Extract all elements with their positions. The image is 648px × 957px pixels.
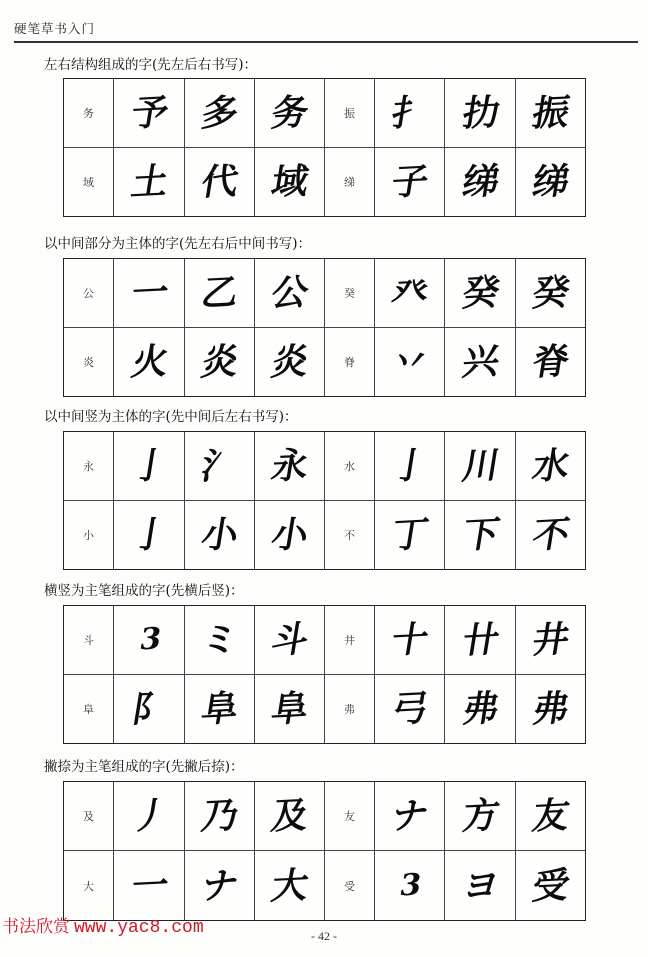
section-heading-horizontal-vertical: 横竖为主笔组成的字(先横后竖)： — [44, 583, 244, 599]
step-cell — [375, 851, 445, 920]
step-cell — [516, 432, 585, 501]
step-cell — [185, 79, 255, 148]
cursive-step: 亅 — [388, 443, 431, 488]
char-label — [64, 606, 114, 675]
watermark-url: www.yac8.com — [74, 918, 204, 938]
char-label — [64, 432, 114, 501]
cursive-step: 丁 — [388, 512, 431, 557]
cursive-step: 绨 — [529, 159, 572, 204]
cursive-step: 丷 — [388, 339, 431, 384]
cursive-step: 乃 — [198, 794, 241, 838]
cursive-step: 代 — [198, 159, 241, 204]
step-cell — [114, 432, 185, 501]
step-cell — [445, 148, 516, 217]
char-label — [325, 328, 375, 397]
step-cell — [375, 79, 445, 148]
cursive-step: 亅 — [128, 443, 170, 488]
step-cell — [445, 259, 516, 328]
step-cell — [255, 501, 325, 570]
step-cell — [445, 851, 516, 920]
char-label — [325, 675, 375, 744]
char-label — [64, 675, 114, 744]
char-label — [325, 259, 375, 328]
cursive-step: 小 — [268, 512, 311, 557]
cursive-step: 脊 — [529, 339, 572, 384]
cursive-step: 水 — [529, 443, 572, 488]
label-text: 弗 — [344, 702, 355, 716]
step-cell — [445, 782, 516, 851]
step-cell — [516, 148, 585, 217]
label-text: 大 — [83, 879, 94, 893]
cursive-step: 3 — [136, 621, 162, 658]
cursive-step: 亅 — [128, 512, 170, 557]
cursive-step: 弗 — [529, 686, 572, 731]
page-number: - 42 - — [311, 929, 337, 943]
step-cell — [375, 259, 445, 328]
char-label — [64, 782, 114, 851]
step-cell — [255, 782, 325, 851]
step-cell — [114, 259, 185, 328]
cursive-step: 斗 — [268, 617, 311, 662]
label-text: 炎 — [83, 355, 94, 369]
cursive-step: 火 — [128, 339, 170, 384]
label-text: 公 — [83, 286, 94, 300]
cursive-step: 域 — [268, 159, 311, 204]
step-cell — [516, 606, 585, 675]
step-cell — [185, 851, 255, 920]
label-text: 脊 — [344, 355, 355, 369]
step-cell — [445, 79, 516, 148]
cursive-step: ナ — [388, 794, 431, 838]
cursive-step: 癶 — [388, 270, 431, 315]
cursive-step: 阜 — [268, 686, 311, 731]
step-cell — [255, 675, 325, 744]
step-cell — [185, 432, 255, 501]
cursive-step: 小 — [198, 512, 241, 557]
cursive-step: 卄 — [459, 617, 501, 662]
section-heading-middle-vertical: 以中间竖为主体的字(先中间后左右书写)： — [44, 409, 298, 425]
cursive-step: 癸 — [459, 270, 501, 315]
step-cell — [114, 675, 185, 744]
watermark-text: 书法欣赏 — [2, 917, 70, 937]
char-label — [64, 851, 114, 920]
cursive-step: 大 — [268, 863, 311, 908]
step-cell — [516, 851, 585, 920]
step-cell — [185, 675, 255, 744]
cursive-step: 方 — [459, 794, 501, 838]
step-cell — [445, 501, 516, 570]
step-cell — [185, 328, 255, 397]
cursive-step: 一 — [128, 863, 170, 908]
cursive-step: 及 — [268, 794, 311, 838]
step-cell — [114, 606, 185, 675]
stroke-order-table-middle-main — [63, 258, 586, 397]
stroke-order-table-middle-vertical — [63, 431, 586, 570]
label-text: 斗 — [83, 633, 94, 647]
cursive-step: 十 — [388, 617, 431, 662]
char-label — [325, 851, 375, 920]
cursive-step: 兴 — [459, 339, 501, 384]
cursive-step: 弓 — [388, 686, 431, 731]
step-cell — [445, 328, 516, 397]
cursive-step: 友 — [529, 794, 572, 838]
step-cell — [516, 675, 585, 744]
cursive-step: 公 — [268, 270, 311, 315]
step-cell — [185, 782, 255, 851]
char-label — [325, 606, 375, 675]
cursive-step: 氵 — [198, 443, 241, 488]
label-text: 域 — [83, 175, 94, 189]
char-label — [64, 79, 114, 148]
step-cell — [445, 675, 516, 744]
cursive-step: ヨ — [459, 863, 501, 908]
char-label — [64, 328, 114, 397]
label-text: 小 — [83, 528, 94, 542]
label-text: 及 — [83, 810, 94, 823]
char-label — [325, 432, 375, 501]
cursive-step: 阝 — [128, 686, 170, 731]
cursive-step: 弗 — [459, 686, 501, 731]
cursive-step: 受 — [529, 863, 572, 908]
cursive-step: 癸 — [529, 270, 572, 315]
cursive-step: 不 — [529, 512, 572, 557]
step-cell — [114, 148, 185, 217]
step-cell — [375, 606, 445, 675]
cursive-step: 丿 — [128, 794, 170, 838]
step-cell — [255, 259, 325, 328]
label-text: 绨 — [344, 175, 355, 189]
char-label — [325, 79, 375, 148]
step-cell — [114, 782, 185, 851]
section-heading-left-right: 左右结构组成的字(先左后右书写)： — [44, 57, 258, 73]
step-cell — [114, 851, 185, 920]
cursive-step: 阜 — [198, 686, 241, 731]
step-cell — [114, 79, 185, 148]
label-text: 永 — [83, 459, 94, 473]
step-cell — [375, 501, 445, 570]
label-text: 井 — [344, 633, 355, 647]
step-cell — [516, 259, 585, 328]
step-cell — [255, 79, 325, 148]
cursive-step: 扐 — [459, 90, 501, 135]
stroke-order-table-left-right-falling — [63, 781, 586, 921]
step-cell — [185, 259, 255, 328]
step-cell — [516, 328, 585, 397]
step-cell — [375, 432, 445, 501]
step-cell — [185, 501, 255, 570]
cursive-step: 川 — [459, 443, 501, 488]
char-label — [325, 782, 375, 851]
step-cell — [516, 79, 585, 148]
step-cell — [255, 432, 325, 501]
step-cell — [445, 606, 516, 675]
cursive-step: 井 — [529, 617, 572, 662]
cursive-step: 予 — [128, 90, 170, 135]
stroke-order-table-horizontal-vertical — [63, 605, 586, 744]
step-cell — [375, 782, 445, 851]
cursive-step: 多 — [198, 90, 241, 135]
label-text: 振 — [344, 106, 355, 120]
step-cell — [255, 606, 325, 675]
cursive-step: 绨 — [459, 159, 501, 204]
cursive-step: 下 — [459, 512, 501, 557]
cursive-step: 炎 — [268, 339, 311, 384]
step-cell — [375, 148, 445, 217]
cursive-step: 3 — [397, 867, 422, 903]
cursive-step: 振 — [529, 90, 572, 135]
label-text: 受 — [344, 879, 355, 893]
step-cell — [114, 501, 185, 570]
label-text: 癸 — [344, 286, 355, 300]
step-cell — [114, 328, 185, 397]
step-cell — [185, 606, 255, 675]
header-divider — [14, 41, 638, 43]
step-cell — [185, 148, 255, 217]
section-heading-left-right-falling: 撇捺为主笔组成的字(先撇后捺)： — [44, 759, 244, 775]
label-text: 友 — [344, 810, 355, 823]
label-text: 水 — [344, 459, 355, 473]
step-cell — [255, 148, 325, 217]
char-label — [64, 148, 114, 217]
step-cell — [445, 432, 516, 501]
label-text: 务 — [83, 106, 94, 120]
step-cell — [255, 851, 325, 920]
cursive-step: 务 — [268, 90, 311, 135]
stroke-order-table-left-right — [63, 78, 586, 217]
cursive-step: 乙 — [198, 270, 241, 315]
cursive-step: ミ — [198, 617, 241, 662]
cursive-step: 子 — [388, 159, 431, 204]
label-text: 阜 — [83, 702, 94, 716]
cursive-step: 扌 — [388, 90, 431, 135]
step-cell — [516, 501, 585, 570]
cursive-step: 永 — [268, 443, 311, 488]
step-cell — [375, 675, 445, 744]
step-cell — [516, 782, 585, 851]
label-text: 不 — [344, 528, 355, 542]
char-label — [325, 148, 375, 217]
cursive-step: 一 — [128, 270, 170, 315]
section-heading-middle-main: 以中间部分为主体的字(先左右后中间书写)： — [44, 236, 312, 252]
char-label — [325, 501, 375, 570]
step-cell — [375, 328, 445, 397]
cursive-step: 炎 — [198, 339, 241, 384]
char-label — [64, 259, 114, 328]
step-cell — [255, 328, 325, 397]
book-title: 硬笔草书入门 — [14, 21, 96, 36]
char-label — [64, 501, 114, 570]
cursive-step: 土 — [128, 159, 170, 204]
cursive-step: ナ — [198, 863, 241, 908]
